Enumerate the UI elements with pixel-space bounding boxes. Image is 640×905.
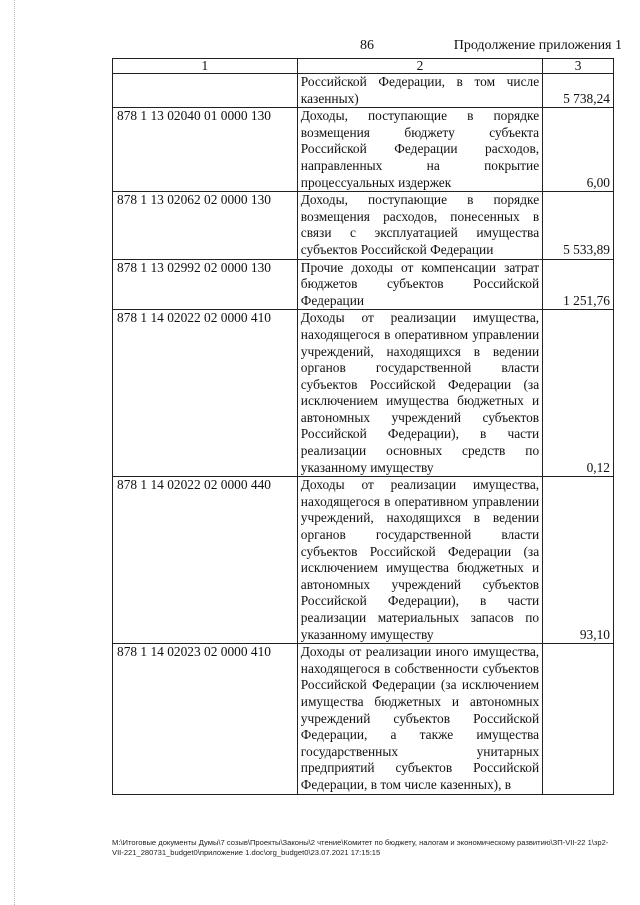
revenue-description: Российской Федерации, в том числе казенных): [297, 74, 542, 108]
table-row: [113, 644, 614, 794]
revenue-description: Доходы от реализации имущества, находящегося в оперативном управлении учреждений, находящихся в ведении органов государственной власти субъектов Российской Федерации (за исключением имущества бюджетных и автономных учреждений субъектов Российской Федерации), в части реализации материальных запасов по указанному имуществу: [297, 477, 542, 644]
table-row: [113, 259, 614, 310]
amount: 1 251,76: [543, 259, 614, 310]
revenue-description: Доходы от реализации имущества, находящегося в оперативном управлении учреждений, находящихся в ведении органов государственной власти субъектов Российской Федерации (за исключением имущества бюджетных и автономных учреждений субъектов Российской Федерации), в части реализации основных средств по указанному имуществу: [297, 310, 542, 477]
budget-code: 878 1 13 02062 02 0000 130: [113, 192, 298, 259]
revenue-table: [112, 58, 614, 795]
table-row: [113, 192, 614, 259]
table-row: [113, 74, 614, 108]
table-row: [113, 477, 614, 644]
column-header-3: 3: [543, 59, 614, 74]
column-header-2: 2: [297, 59, 542, 74]
revenue-description: Доходы, поступающие в порядке возмещения расходов, понесенных в связи с эксплуатацией имущества субъектов Российской Федерации: [297, 192, 542, 259]
amount: 5 738,24: [543, 74, 614, 108]
continuation-title: Продолжение приложения 1: [453, 38, 622, 53]
revenue-description: Доходы от реализации иного имущества, находящегося в собственности субъектов Российской Федерации (за исключением имущества бюджетных и автономных учреждений субъектов Российской Федерации, а также имущества государственных унитарных предприятий субъектов Российской Федерации, в том числе казенных), в: [297, 644, 542, 794]
table-header-row: [113, 59, 614, 74]
budget-code: 878 1 14 02023 02 0000 410: [113, 644, 298, 794]
revenue-description: Прочие доходы от компенсации затрат бюджетов субъектов Российской Федерации: [297, 259, 542, 310]
table-row: [113, 108, 614, 192]
page-number: 86: [360, 38, 374, 53]
budget-code: 878 1 14 02022 02 0000 410: [113, 310, 298, 477]
amount: 0,12: [543, 310, 614, 477]
table-row: [113, 310, 614, 477]
column-header-1: 1: [113, 59, 298, 74]
amount: 6,00: [543, 108, 614, 192]
budget-code: 878 1 13 02992 02 0000 130: [113, 259, 298, 310]
amount: 93,10: [543, 477, 614, 644]
document-path-footer: M:\Итоговые документы Думы\7 созыв\Проекты\Законы\2 чтение\Комитет по бюджету, налогам и экономическому развитию\ЗП-VII-22 1\зр2-VII-221_280731_budget0\приложение 1.doc\org_budget0\23.07.2021 17:15:15: [112, 838, 609, 857]
budget-code: 878 1 14 02022 02 0000 440: [113, 477, 298, 644]
budget-code: [113, 74, 298, 108]
budget-code: 878 1 13 02040 01 0000 130: [113, 108, 298, 192]
amount: 5 533,89: [543, 192, 614, 259]
revenue-description: Доходы, поступающие в порядке возмещения бюджету субъекта Российской Федерации расходов, направленных на покрытие процессуальных издержек: [297, 108, 542, 192]
binding-margin-line: [14, 0, 15, 905]
amount: [543, 644, 614, 794]
